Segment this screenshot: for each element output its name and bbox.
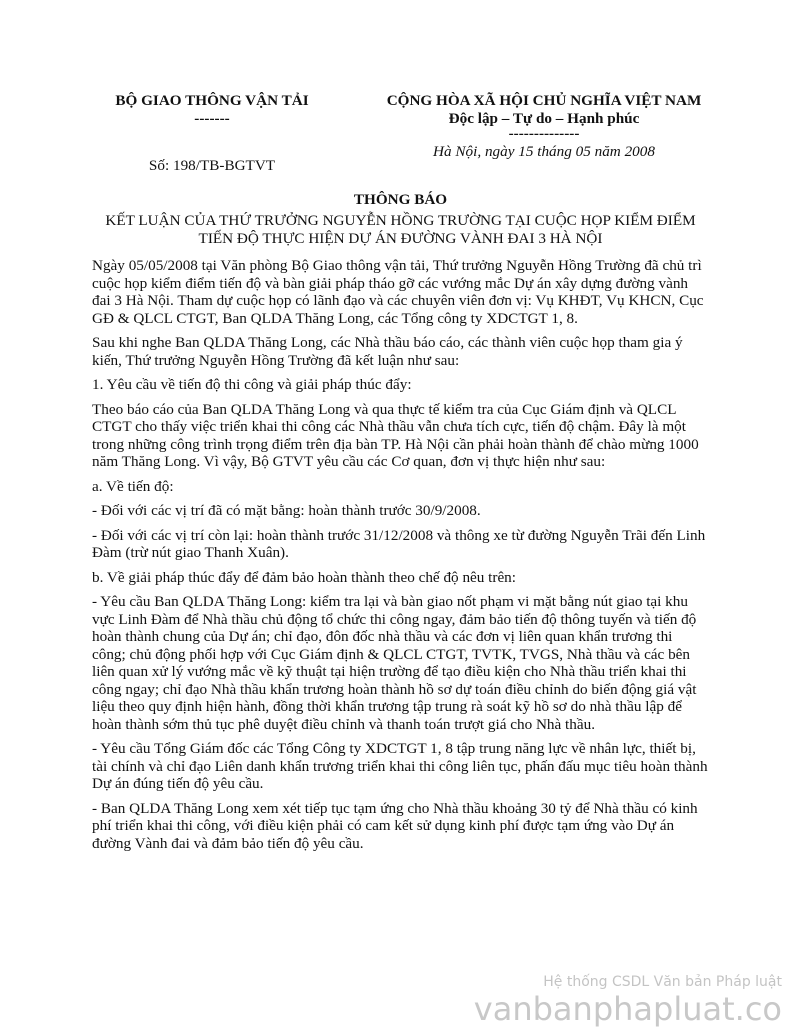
paragraph: Theo báo cáo của Ban QLDA Thăng Long và qua thực tế kiểm tra của Cục Giám định và QLCL CTGT cho thấy việc triển khai thi công các Nhà thầu vẫn chưa tích cực, tiến độ chậm. Đây là một trong những công trình trọng điểm trên địa bàn TP. Hà Nội cần phải hoàn thành để chào mừng 1000 năm Thăng Long. Vì vậy, Bộ GTVT yêu cầu các Cơ quan, đơn vị thực hiện như sau:: [92, 400, 699, 470]
document-title: THÔNG BÁO: [353, 190, 448, 208]
document-page: [92, 92, 709, 859]
subsection-heading: b. Về giải pháp thúc đẩy để đảm bảo hoàn thành theo chế độ nêu trên:: [92, 568, 516, 586]
watermark-caption: Hệ thống CSDL Văn bản Pháp luật: [543, 974, 782, 990]
header-right: [379, 92, 709, 175]
list-item: - Yêu cầu Tổng Giám đốc các Tổng Công ty XDCTGT 1, 8 tập trung năng lực về nhân lực, thiết bị, tài chính và chỉ đạo Liên danh khẩn trương triển khai thi công liên tục, phấn đấu mục tiêu hoàn thành Dự án đúng tiến độ yêu cầu.: [92, 740, 708, 792]
list-item: - Yêu cầu Ban QLDA Thăng Long: kiểm tra lại và bàn giao nốt phạm vi mặt bằng nút giao tại khu vực Linh Đàm để Nhà thầu chủ động tổ chức thi công ngay, đảm bảo tiến độ thông tuyến và tiến độ hoàn thành chung của Dự án; chỉ đạo, đôn đốc nhà thầu và các đơn vị liên quan khẩn trương thi công; chủ động phối hợp với Cục Giám định & QLCL CTGT, TVTK, TVGS, Nhà thầu và các bên liên quan xử lý vướng mắc về kỹ thuật tại hiện trường để tạo điều kiện cho Nhà thầu triển khai thi công ngay; chỉ đạo Nhà thầu khẩn trương hoàn thành hồ sơ dự toán điều chỉnh do biến động giá vật liệu theo quy định hiện hành, đồng thời khẩn trương tập trung rà soát kỹ hồ sơ do nhà thầu lập để hoàn thành sớm thủ tục phê duyệt điều chỉnh và thanh toán trượt giá cho Nhà thầu.: [92, 593, 697, 733]
subsection-heading: a. Về tiến độ:: [92, 477, 174, 495]
document-subtitle: KẾT LUẬN CỦA THỨ TRƯỞNG NGUYỄN HỒNG TRƯỜNG TẠI CUỘC HỌP KIỂM ĐIỂM TIẾN ĐỘ THỰC HIỆN DỰ ÁN ĐƯỜNG VÀNH ĐAI 3 HÀ NỘI: [105, 212, 696, 247]
document-date: Hà Nội, ngày 15 tháng 05 năm 2008: [433, 143, 655, 160]
document-header: [92, 92, 709, 175]
list-item: - Đối với các vị trí đã có mặt bằng: hoàn thành trước 30/9/2008.: [92, 502, 481, 519]
paragraph: Ngày 05/05/2008 tại Văn phòng Bộ Giao thông vận tải, Thứ trưởng Nguyễn Hồng Trường đã chủ trì cuộc họp kiểm điểm tiến độ và bàn giải pháp tháo gỡ các vướng mắc Dự án xây dựng đường vành đai 3 Hà Nội. Tham dự cuộc họp có lãnh đạo và các chuyên viên đơn vị: Vụ KHĐT, Vụ KHCN, Cục GĐ & QLCL CTGT, Ban QLDA Thăng Long, các Tổng công ty XDCTGT 1, 8.: [92, 257, 704, 327]
document-body: [92, 257, 709, 852]
national-motto: Độc lập – Tự do – Hạnh phúc: [448, 109, 640, 127]
paragraph: Sau khi nghe Ban QLDA Thăng Long, các Nhà thầu báo cáo, các thành viên cuộc họp tham gia ý kiến, Thứ trưởng Nguyễn Hồng Trường đã kết luận như sau:: [92, 334, 683, 369]
watermark-site: vanbanphapluat.co: [473, 990, 782, 1028]
header-left-divider: -------: [194, 109, 230, 127]
header-right-divider: --------------: [508, 125, 580, 142]
issuing-organization: BỘ GIAO THÔNG VẬN TẢI: [115, 92, 309, 109]
list-item: - Ban QLDA Thăng Long xem xét tiếp tục tạm ứng cho Nhà thầu khoảng 30 tỷ để Nhà thầu có kinh phí triển khai thi công, với điều kiện phải có cam kết sử dụng kinh phí được tạm ứng vào Dự án đường Vành đai và đảm bảo tiến độ yêu cầu.: [92, 799, 698, 852]
list-item: - Đối với các vị trí còn lại: hoàn thành trước 31/12/2008 và thông xe từ đường Nguyễn Trãi đến Linh Đàm (trừ nút giao Thanh Xuân).: [92, 526, 706, 561]
section-heading: 1. Yêu cầu về tiến độ thi công và giải pháp thúc đẩy:: [92, 376, 412, 393]
watermark: [474, 973, 782, 1027]
national-title: CỘNG HÒA XÃ HỘI CHỦ NGHĨA VIỆT NAM: [386, 92, 702, 109]
document-number: Số: 198/TB-BGTVT: [148, 157, 276, 174]
header-left: [92, 92, 332, 175]
